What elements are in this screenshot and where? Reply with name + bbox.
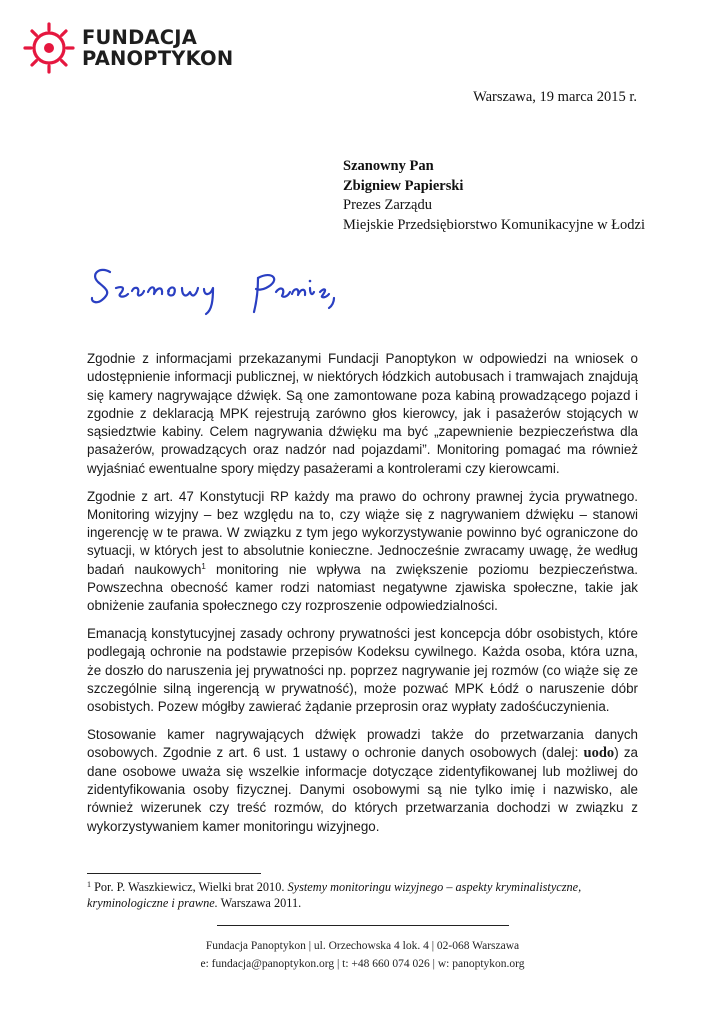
letter-date: Warszawa, 19 marca 2015 r. — [473, 89, 637, 105]
footnote-place: Warszawa 2011. — [217, 895, 302, 910]
letter-body — [87, 350, 638, 845]
footnote-mark: 1 — [87, 880, 91, 889]
footnote — [87, 880, 607, 911]
footer-address: Fundacja Panoptykon | ul. Orzechowska 4 lok. 4 | 02-068 Warszawa — [205, 940, 520, 952]
logo — [23, 22, 233, 74]
paragraph-4-part-2: ) za dane osobowe uważa się wszelkie informacje dotyczące zidentyfikowanej lub możliwej do zidentyfikowania osoby fizycznej. Danymi osobowymi są nie tylko imię i nazwisko, ale również wizerunek czy treść rozmów, do których przetwarzania dochodzi w związku z wykorzystywaniem kamer monitoringu wizyjnego. — [87, 745, 639, 834]
recipient-organization: Miejskie Przedsiębiorstwo Komunikacyjne w Łodzi — [343, 216, 646, 233]
footnote-title: Systemy monitoringu wizyjnego – aspekty kryminalistyczne, kryminologiczne i prawne. — [87, 880, 582, 910]
panoptykon-logo-icon — [23, 22, 75, 74]
paragraph-3: Emanacją konstytucyjnej zasady ochrony prywatności jest koncepcja dóbr osobistych, które podlegają ochronie na podstawie przepisów Kodeksu cywilnego. Każda osoba, która uzna, że doszło do naruszenia jej prywatności np. poprzez nagrywanie jej rozmów (co wiąże się ze szczególnie silną ingerencją w prywatność), może pozwać MPK Łódź o naruszenie dóbr osobistych. Pozew mógłby zawierać żądanie przeprosin oraz wypłaty zadośćuczynienia. — [87, 626, 638, 715]
handwritten-salutation — [88, 258, 338, 323]
recipient-block — [343, 157, 645, 235]
paragraph-2-part-1: Zgodnie z art. 47 Konstytucji RP każdy ma prawo do ochrony prawnej życia prywatnego. Monitoring wizyjny – bez względu na to, czy wiąże się z nagrywaniem dźwięku – stanowi ingerencję w te prawa. W związku z tym jego wykorzystywanie powinno być ograniczone do sytuacji, w których jest to absolutnie konieczne. Jednocześnie zwracamy uwagę, że według badań naukowych — [87, 488, 638, 577]
paragraph-2-part-2: monitoring nie wpływa na zwiększenie poziomu bezpieczeństwa. Powszechna obecność kamer rodzi natomiast negatywne zjawiska społeczne, takie jak obniżenie zaufania społecznego czy rozproszenie odpowiedzialności. — [87, 561, 638, 614]
logo-line-2: PANOPTYKON — [82, 47, 234, 70]
footnote-author: Por. P. Waszkiewicz, Wielki brat 2010. — [91, 880, 288, 894]
footer-divider — [217, 925, 509, 926]
recipient-salutation: Szanowny Pan — [343, 158, 434, 174]
logo-line-1: FUNDACJA — [82, 26, 198, 49]
paragraph-2 — [87, 488, 638, 616]
handwritten-salutation-image — [88, 258, 338, 318]
paragraph-4 — [87, 726, 638, 836]
paragraph-1: Zgodnie z informacjami przekazanymi Fundacji Panoptykon w odpowiedzi na wniosek o udostępnienie informacji publicznej, w niektórych łódzkich autobusach i tramwajach znajdują się kamery nagrywające dźwięk. Są one zamontowane poza kabiną prowadzącego pojazd i zgodnie z deklaracją MPK rejestrują zarówno głos kierowcy, jak i pasażerów stojących w sąsiedztwie kabiny. Celem nagrywania dźwięku ma być „zapewnienie bezpieczeństwa dla pasażerów, prowadzących oraz nadzór nad pojazdami”. Monitoring pomagać ma również wyjaśniać ewentualne spory między pasażerami a kontrolerami czy kierowcami. — [87, 351, 638, 476]
paragraph-4-part-1: Stosowanie kamer nagrywających dźwięk prowadzi także do przetwarzania danych osobowych. Zgodnie z art. 6 ust. 1 ustawy o ochronie danych osobowych (dalej: — [87, 727, 638, 761]
recipient-title: Prezes Zarządu — [343, 197, 432, 213]
paragraph-4-abbreviation: uodo — [583, 745, 615, 762]
footnote-reference: 1 — [201, 561, 206, 571]
logo-wordmark — [82, 27, 233, 69]
page-footer — [0, 937, 725, 973]
footer-contact: e: fundacja@panoptykon.org | t: +48 660 074 026 | w: panoptykon.org — [200, 958, 525, 970]
recipient-name: Zbigniew Papierski — [343, 177, 464, 194]
footnote-divider — [87, 873, 261, 874]
